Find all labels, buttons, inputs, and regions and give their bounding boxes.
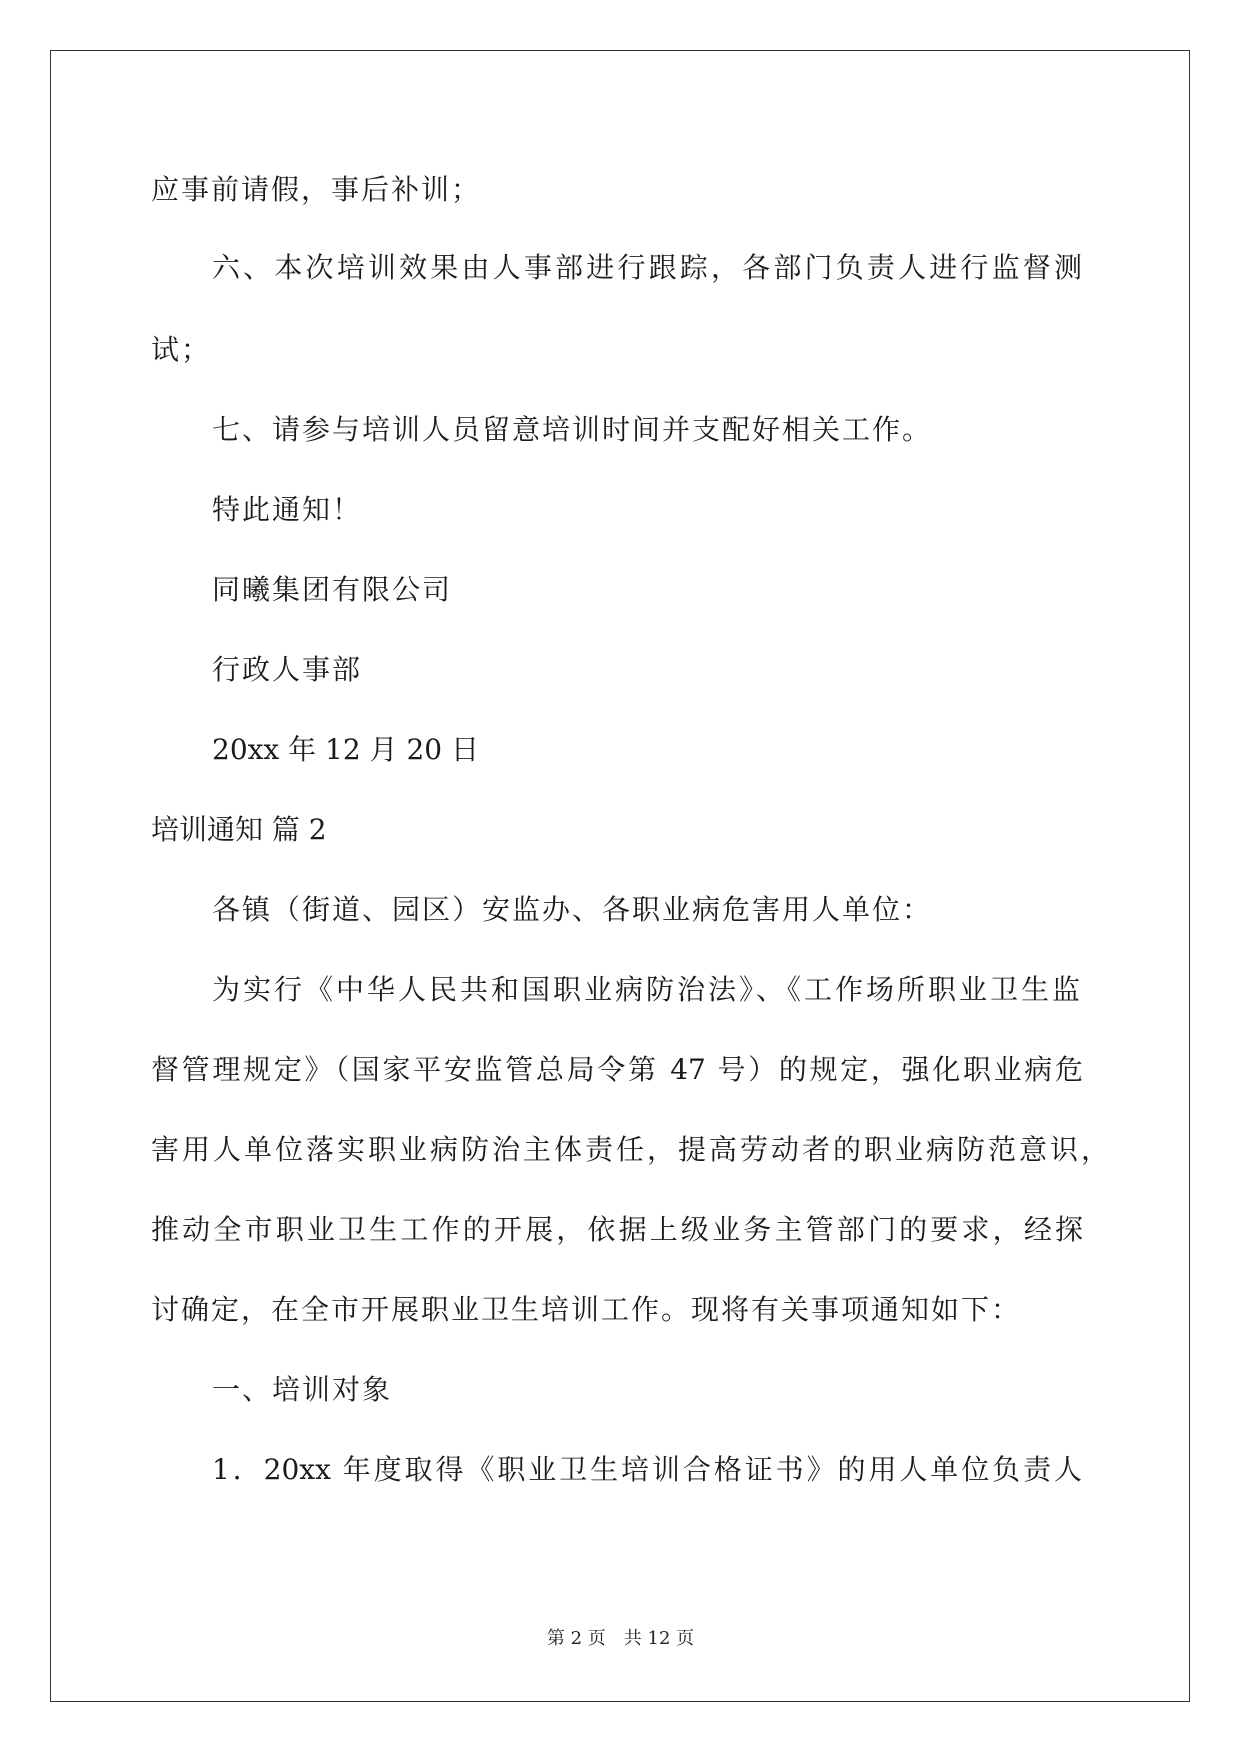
text-line: 各镇（街道、园区）安监办、各职业病危害用人单位： xyxy=(212,893,933,926)
text-line: 特此通知！ xyxy=(212,493,363,526)
date-line: 20xx 年 12 月 20 日 xyxy=(212,733,479,766)
text-line: 行政人事部 xyxy=(212,653,363,686)
text-line: 讨确定，在全市开展职业卫生培训工作。现将有关事项通知如下： xyxy=(151,1293,1022,1326)
text-line: 应事前请假，事后补训； xyxy=(151,173,482,206)
section-heading: 培训通知 篇 2 xyxy=(151,813,327,846)
text-line: 试； xyxy=(151,333,212,366)
text-line: 推动全市职业卫生工作的开展，依据上级业务主管部门的要求，经探 xyxy=(151,1213,1083,1246)
page-number: 第 2 页 共 12 页 xyxy=(546,1628,695,1649)
text-line: 害用人单位落实职业病防治主体责任，提高劳动者的职业病防范意识， xyxy=(151,1133,1109,1166)
text-line: 1．20xx 年度取得《职业卫生培训合格证书》的用人单位负责人 xyxy=(212,1453,1082,1486)
text-line: 一、培训对象 xyxy=(212,1373,393,1406)
text-line: 为实行《中华人民共和国职业病防治法》、《工作场所职业卫生监 xyxy=(212,973,1080,1006)
text-line: 同曦集团有限公司 xyxy=(212,573,453,606)
text-line: 六、本次培训效果由人事部进行跟踪，各部门负责人进行监督测 xyxy=(212,251,1082,284)
text-line: 督管理规定》（国家平安监管总局令第 47 号）的规定，强化职业病危 xyxy=(151,1053,1083,1086)
text-line: 七、请参与培训人员留意培训时间并支配好相关工作。 xyxy=(212,413,933,446)
